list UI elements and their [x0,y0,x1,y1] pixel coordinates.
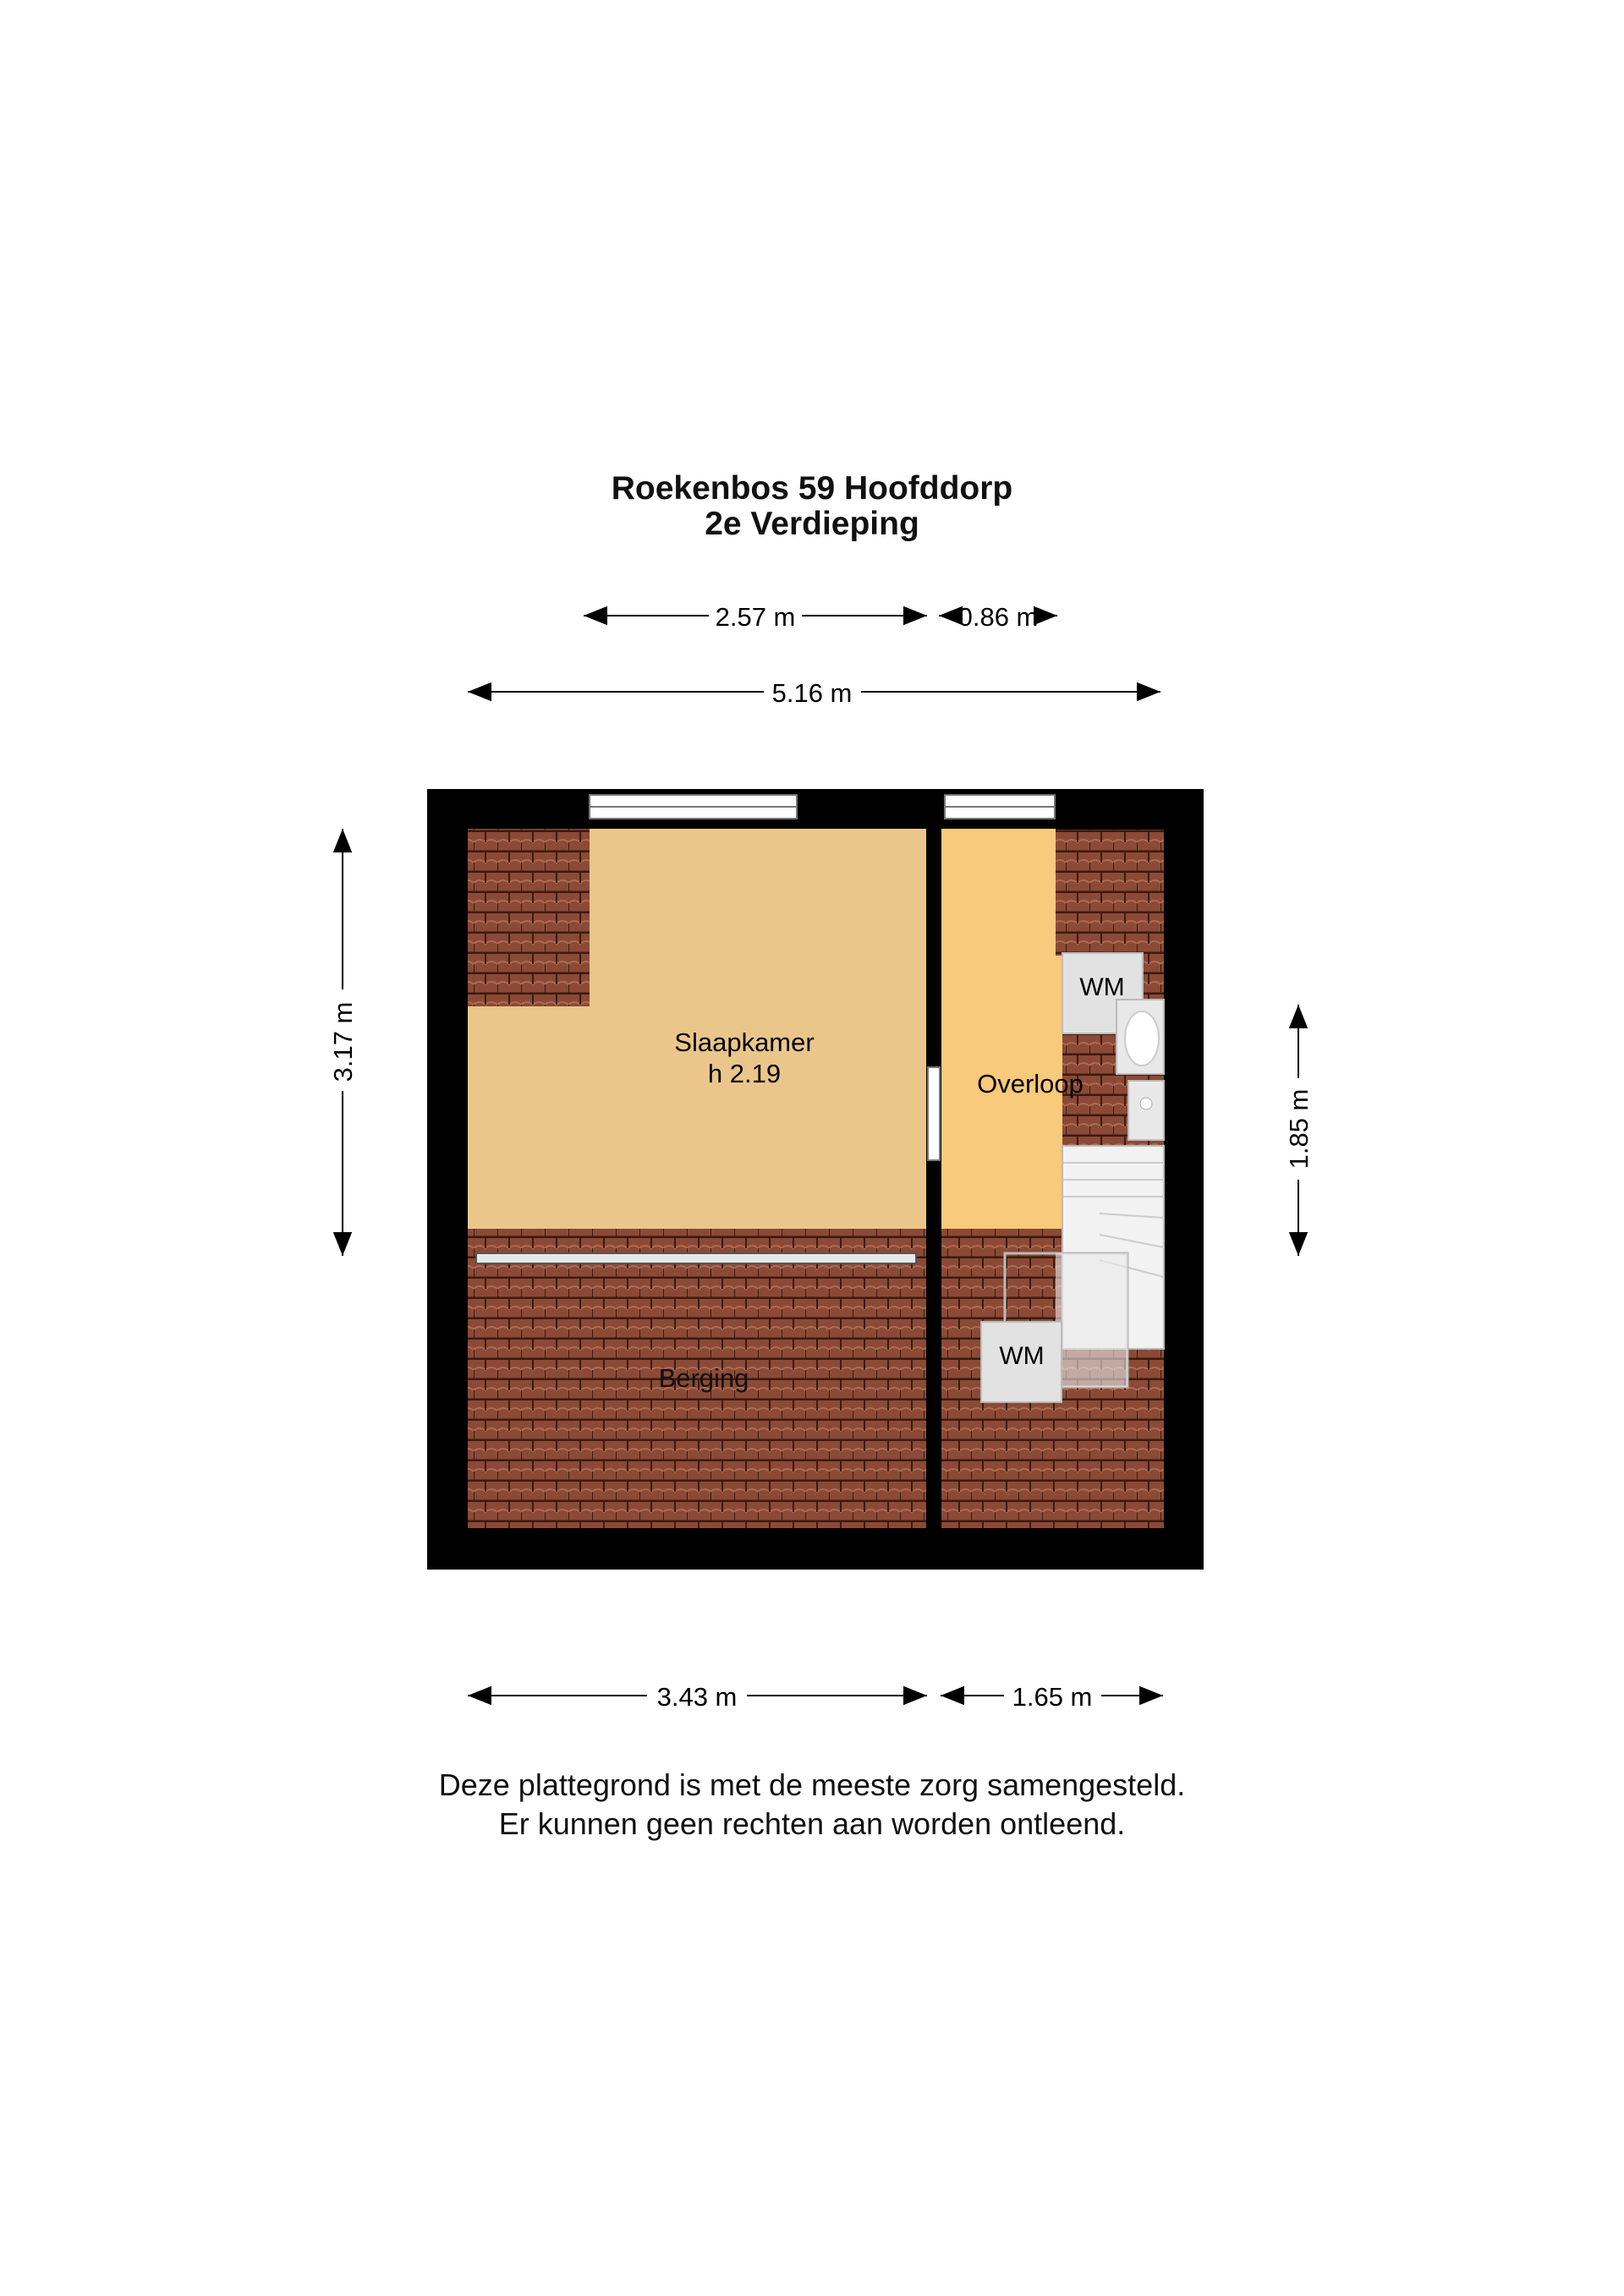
slaapkamer-height: h 2.19 [707,1059,782,1088]
berging-label: Berging [658,1363,749,1393]
disclaimer-line-2: Er kunnen geen rechten aan worden ontleend. [498,1806,1126,1841]
dim-left [328,829,358,1256]
wm-upper-label: WM [1079,973,1125,1001]
dim-top-total-label: 5.16 m [771,678,853,708]
center-wall [927,829,941,1528]
dim-left-label: 3.17 m [328,1001,358,1082]
dim-right [1284,1005,1314,1256]
toilet [1128,1081,1164,1140]
overloop-floor [941,829,1062,1229]
dim-bottom-left [468,1682,927,1712]
wm-lower-label: WM [999,1342,1045,1370]
center-door [928,1067,940,1160]
dim-right-label: 1.85 m [1284,1088,1314,1170]
dim-top-right [939,602,1057,632]
dim-bottom-right [941,1682,1163,1712]
overloop-label: Overloop [977,1069,1084,1099]
plan-title: Roekenbos 59 Hoofddorp [611,470,1013,507]
knee-wall [476,1253,916,1263]
disclaimer-line-1: Deze plattegrond is met de meeste zorg samengesteld. [438,1767,1186,1802]
dim-top-right-label: 0.86 m [957,602,1039,632]
dim-bottom-left-label: 3.43 m [656,1682,738,1712]
slaapkamer-label: Slaapkamer [674,1027,815,1057]
dim-top-left [584,602,927,632]
plan-subtitle: 2e Verdieping [705,506,919,542]
dim-bottom-right-label: 1.65 m [1012,1682,1093,1712]
dim-top-total [468,678,1160,708]
dim-top-left-label: 2.57 m [715,602,796,632]
